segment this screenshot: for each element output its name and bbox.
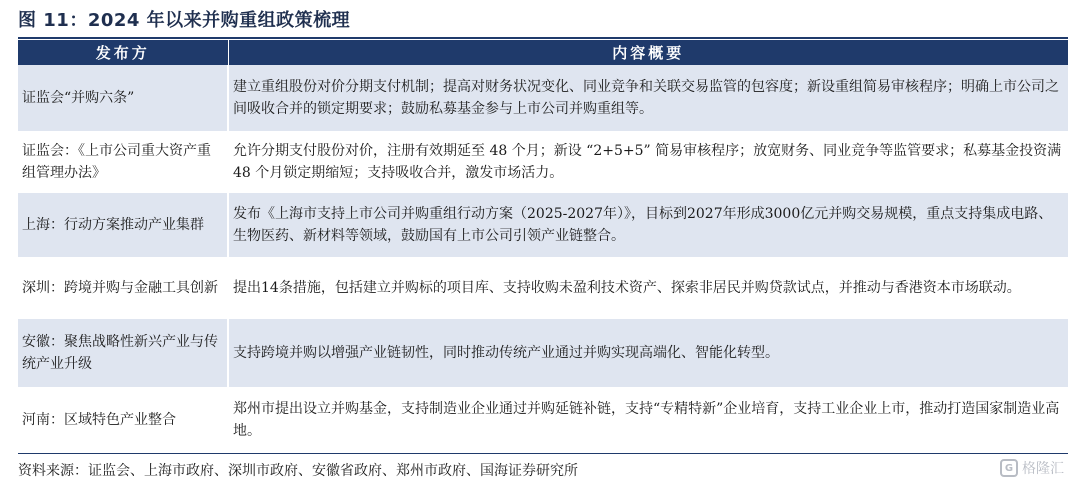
watermark [1000, 458, 1064, 478]
summary-cell: 允许分期支付股份对价，注册有效期延至 48 个月；新设 “2+5+5” 简易审核程序；放宽财务、同业竞争等监管要求；私募基金投资满 48 个月锁定期缩短；支持吸收合并，激发市场活力。 [228, 131, 1068, 193]
watermark-text: 格隆汇 [1022, 461, 1064, 477]
issuer-cell: 河南：区域特色产业整合 [18, 387, 228, 453]
table-row [18, 319, 1068, 387]
summary-cell: 提出14条措施，包括建立并购标的项目库、支持收购未盈利技术资产、探索非居民并购贷款试点，并推动与香港资本市场联动。 [228, 257, 1068, 319]
figure-title: 图 11：2024 年以来并购重组政策梳理 [18, 10, 351, 31]
table-row [18, 131, 1068, 193]
summary-cell: 发布《上海市支持上市公司并购重组行动方案（2025-2027年）》，目标到2027年形成3000亿元并购交易规模，重点支持集成电路、生物医药、新材料等领域，鼓励国有上市公司引领产业链整合。 [228, 193, 1068, 257]
table-bottom-divider [18, 453, 1068, 454]
issuer-cell: 证监会“并购六条” [18, 65, 228, 131]
source-note: 资料来源：证监会、上海市政府、深圳市政府、安徽省政府、郑州市政府、国海证券研究所 [18, 463, 578, 479]
summary-cell: 郑州市提出设立并购基金，支持制造业企业通过并购延链补链，支持“专精特新”企业培育，支持工业企业上市，推动打造国家制造业高地。 [228, 387, 1068, 453]
table-row [18, 65, 1068, 131]
policy-table [18, 40, 1068, 453]
table-row [18, 193, 1068, 257]
issuer-cell: 深圳：跨境并购与金融工具创新 [18, 257, 228, 319]
header-summary: 内容概要 [228, 40, 1068, 65]
issuer-cell: 上海：行动方案推动产业集群 [18, 193, 228, 257]
summary-cell: 支持跨境并购以增强产业链韧性，同时推动传统产业通过并购实现高端化、智能化转型。 [228, 319, 1068, 387]
title-divider [18, 37, 1068, 39]
issuer-cell: 证监会：《上市公司重大资产重组管理办法》 [18, 131, 228, 193]
table-row [18, 387, 1068, 453]
header-issuer: 发布方 [18, 40, 228, 65]
summary-cell: 建立重组股份对价分期支付机制；提高对财务状况变化、同业竞争和关联交易监管的包容度；新设重组简易审核程序；明确上市公司之间吸收合并的锁定期要求；鼓励私募基金参与上市公司并购重组等。 [228, 65, 1068, 131]
table-row [18, 257, 1068, 319]
issuer-cell: 安徽：聚焦战略性新兴产业与传统产业升级 [18, 319, 228, 387]
table-header-row [18, 40, 1068, 65]
watermark-logo-icon: G [1000, 459, 1018, 477]
